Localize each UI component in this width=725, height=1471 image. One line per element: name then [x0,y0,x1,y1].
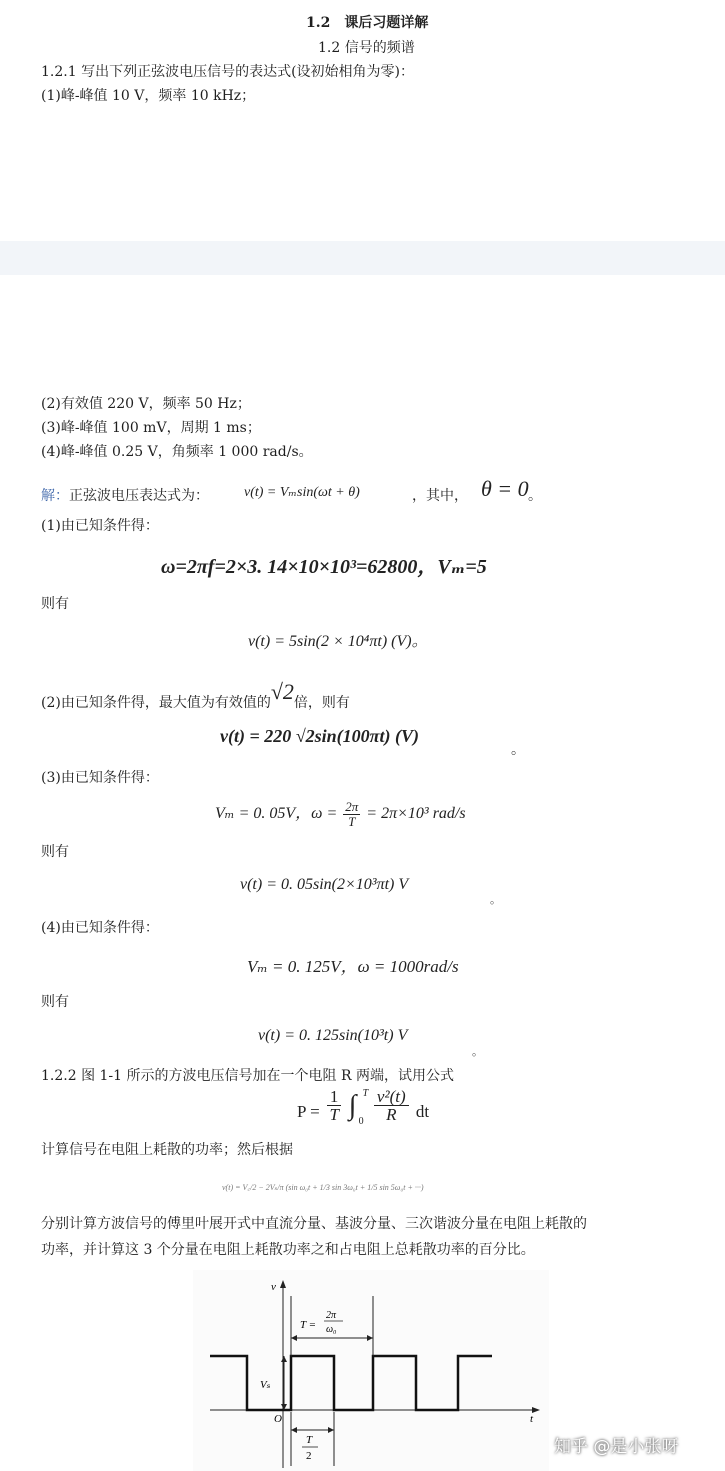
power-frac-2-den: R [386,1105,397,1124]
section-subtitle: 1.2 信号的频谱 [318,40,415,56]
condition-2 [41,679,350,713]
result-2-end: 。 [511,742,525,758]
condition-2-tail: 倍，则有 [293,695,350,711]
calc-instruction: 计算信号在电阻上耗散的功率；然后根据 [41,1142,293,1158]
then-1: 则有 [41,596,69,612]
condition-1: (1)由已知条件得： [41,518,159,534]
origin-label: O [274,1413,282,1425]
power-formula-p: P = [297,1102,320,1122]
formula-3-part-b: = 2π×10³ rad/s [366,805,466,823]
formula-3-part-a: Vₘ = 0. 05V，ω = [215,805,338,823]
section-title: 1.2 课后习题详解 [306,15,429,31]
solution-mid: ，其中， [412,488,468,504]
problem-item-4: (4)峰-峰值 0.25 V，角频率 1 000 rad/s。 [41,444,313,460]
task-line-1: 分别计算方波信号的傅里叶展开式中直流分量、基波分量、三次谐波分量在电阻上耗散的 [41,1216,587,1232]
solution-end: 。 [528,488,542,504]
problem-item-3: (3)峰-峰值 100 mV，周期 1 ms； [41,420,261,436]
theta-formula: θ = 0 [481,476,529,501]
condition-2-text: (2)由已知条件得，最大值为有效值的 [41,695,271,711]
problem-item-1: (1)峰-峰值 10 V，频率 10 kHz； [41,88,256,104]
half-period-denominator: 2 [306,1450,312,1462]
formula-3-numerator: 2π [345,799,359,814]
result-1: v(t) = 5sin(2 × 10⁴πt) (V)。 [248,633,428,650]
period-denominator: ω₀ [326,1324,337,1335]
solution-line [41,486,209,506]
half-period-numerator: T [306,1434,313,1446]
result-3: v(t) = 0. 05sin(2×10³πt) V [240,876,409,893]
power-frac-1-den: T [329,1105,339,1124]
power-frac-1-num: 1 [327,1088,342,1106]
formula-4: Vₘ = 0. 125V，ω = 1000rad/s [247,957,459,976]
solution-text: 正弦波电压表达式为： [69,488,209,504]
problem-1-2-1-intro: 1.2.1 写出下列正弦波电压信号的表达式(设初始相角为零)： [41,64,414,80]
then-3: 则有 [41,844,69,860]
formula-3-denominator: T [348,814,356,829]
formula-1: ω=2πf=2×3. 14×10×10³=62800，Vₘ=5 [161,556,487,578]
amplitude-label: Vₛ [260,1379,271,1391]
solution-label: 解： [41,488,69,504]
result-4-end: 。 [472,1045,483,1058]
integral-sign: ∫ T 0 [348,1087,369,1127]
t-axis-label: t [530,1413,534,1425]
watermark: 知乎 @是小张呀 [554,1437,679,1457]
power-formula [297,1087,430,1127]
result-3-end: 。 [490,893,501,906]
then-4: 则有 [41,994,69,1010]
condition-4: (4)由已知条件得： [41,920,159,936]
fourier-series: v(t) = V꜀/2 − 2Vₛ/π (sin ω₀t + 1/3 sin 3ω₀t + 1/5 sin 5ω₀t + ···) [222,1183,424,1192]
power-formula-dt: dt [415,1102,430,1122]
period-numerator: 2π [326,1310,337,1321]
power-frac-2-num: v²(t) [374,1088,409,1106]
condition-3: (3)由已知条件得： [41,770,159,786]
power-frac-2 [374,1088,409,1123]
problem-1-2-2-intro: 1.2.2 图 1-1 所示的方波电压信号加在一个电阻 R 两端，试用公式 [41,1068,454,1084]
sqrt2-symbol: √2 [270,679,294,704]
problem-item-2: (2)有效值 220 V，频率 50 Hz； [41,396,251,412]
result-4: v(t) = 0. 125sin(10³t) V [258,1027,408,1044]
period-label: T = [300,1319,317,1331]
formula-3 [215,800,466,829]
formula-3-fraction [343,800,360,829]
task-line-2: 功率，并计算这 3 个分量在电阻上耗散功率之和占电阻上总耗散功率的百分比。 [41,1242,535,1258]
integral-lower: 0 [358,1115,364,1127]
general-formula: v(t) = Vₘsin(ωt + θ) [244,485,360,500]
integral-upper: T [362,1087,369,1099]
separator-band [0,241,725,275]
result-2: v(t) = 220 √2sin(100πt) (V) [220,726,419,746]
power-frac-1 [327,1088,342,1123]
v-axis-label: v [271,1281,276,1293]
